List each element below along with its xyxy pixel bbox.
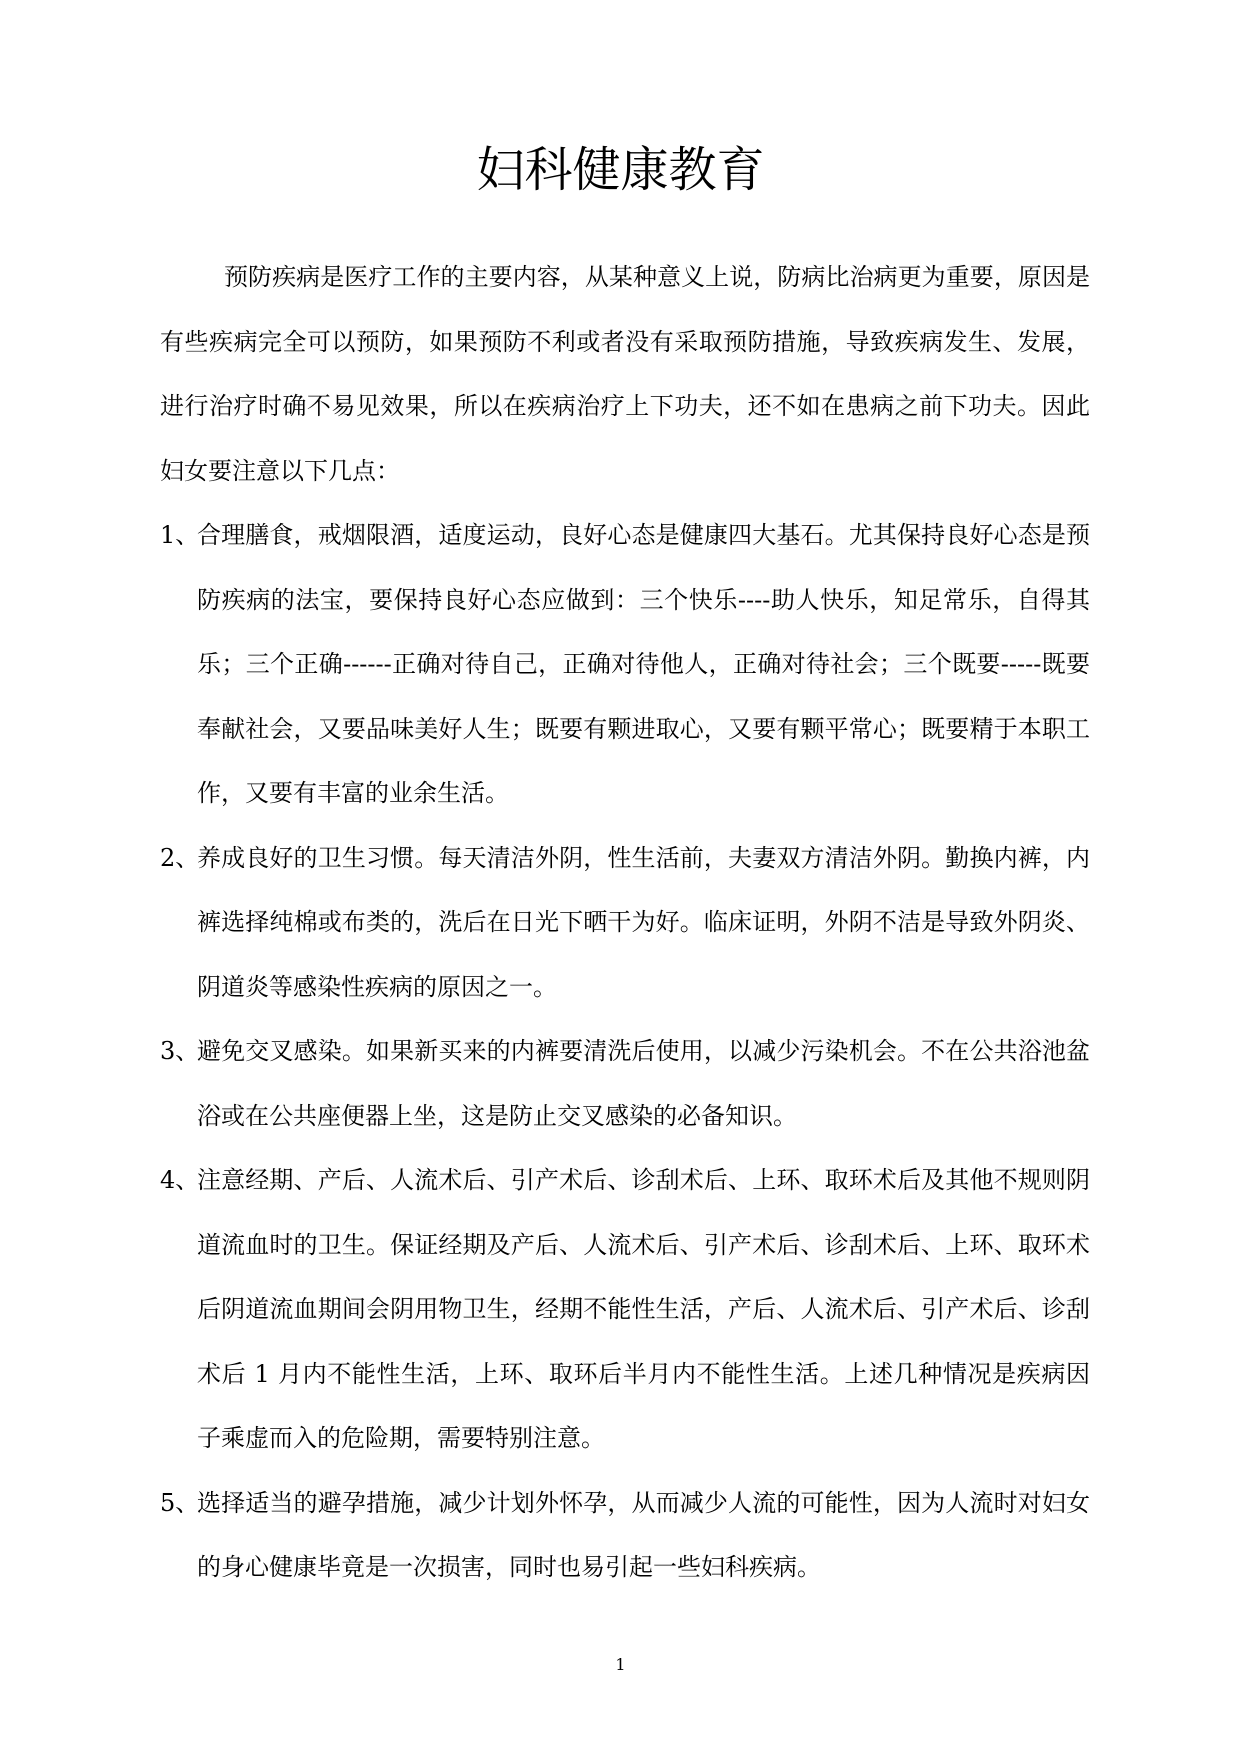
document-body [160,245,1090,1600]
list-item [160,1019,1090,1148]
list-item [160,1471,1090,1600]
list-item-text: 养成良好的卫生习惯。每天清洁外阴，性生活前，夫妻双方清洁外阴。勤换内裤，内裤选择纯棉或布类的，洗后在日光下晒干为好。临床证明，外阴不洁是导致外阴炎、阴道炎等感染性疾病的原因之一。 [197,843,1090,1001]
list-item-number: 5、 [160,1488,200,1517]
list-item-text: 合理膳食，戒烟限酒，适度运动，良好心态是健康四大基石。尤其保持良好心态是预防疾病的法宝，要保持良好心态应做到：三个快乐----助人快乐，知足常乐，自得其乐；三个正确------正确对待自己，正确对待他人，正确对待社会；三个既要-----既要奉献社会，又要品味美好人生；既要有颗进取心，又要有颗平常心；既要精于本职工作，又要有丰富的业余生活。 [197,521,1090,807]
list-item [160,826,1090,1020]
list-item-text: 注意经期、产后、人流术后、引产术后、诊刮术后、上环、取环术后及其他不规则阴道流血时的卫生。保证经期及产后、人流术后、引产术后、诊刮术后、上环、取环术后阴道流血期间会阴用物卫生，经期不能性生活，产后、人流术后、引产术后、诊刮术后 1 月内不能性生活，上环、取环后半月内不能性生活。上述几种情况是疾病因子乘虚而入的危险期，需要特别注意。 [197,1166,1090,1452]
page-number: 1 [615,1655,626,1674]
page-title: 妇科健康教育 [476,142,765,198]
list-item-text: 避免交叉感染。如果新买来的内裤要清洗后使用，以减少污染机会。不在公共浴池盆浴或在公共座便器上坐，这是防止交叉感染的必备知识。 [197,1037,1090,1130]
list-item [160,1148,1090,1471]
list-item-number: 3、 [160,1037,200,1065]
list-item-number: 4、 [160,1166,200,1194]
intro-paragraph: 预防疾病是医疗工作的主要内容，从某种意义上说，防病比治病更为重要，原因是有些疾病完全可以预防，如果预防不利或者没有采取预防措施，导致疾病发生、发展，进行治疗时确不易见效果，所以在疾病治疗上下功夫，还不如在患病之前下功夫。因此妇女要注意以下几点： [160,263,1090,485]
list-item-text: 选择适当的避孕措施，减少计划外怀孕，从而减少人流的可能性，因为人流时对妇女的身心健康毕竟是一次损害，同时也易引起一些妇科疾病。 [197,1488,1090,1581]
list-item [160,503,1090,826]
numbered-list [160,503,1090,1600]
list-item-number: 1、 [160,521,200,549]
list-item-number: 2、 [160,843,200,872]
